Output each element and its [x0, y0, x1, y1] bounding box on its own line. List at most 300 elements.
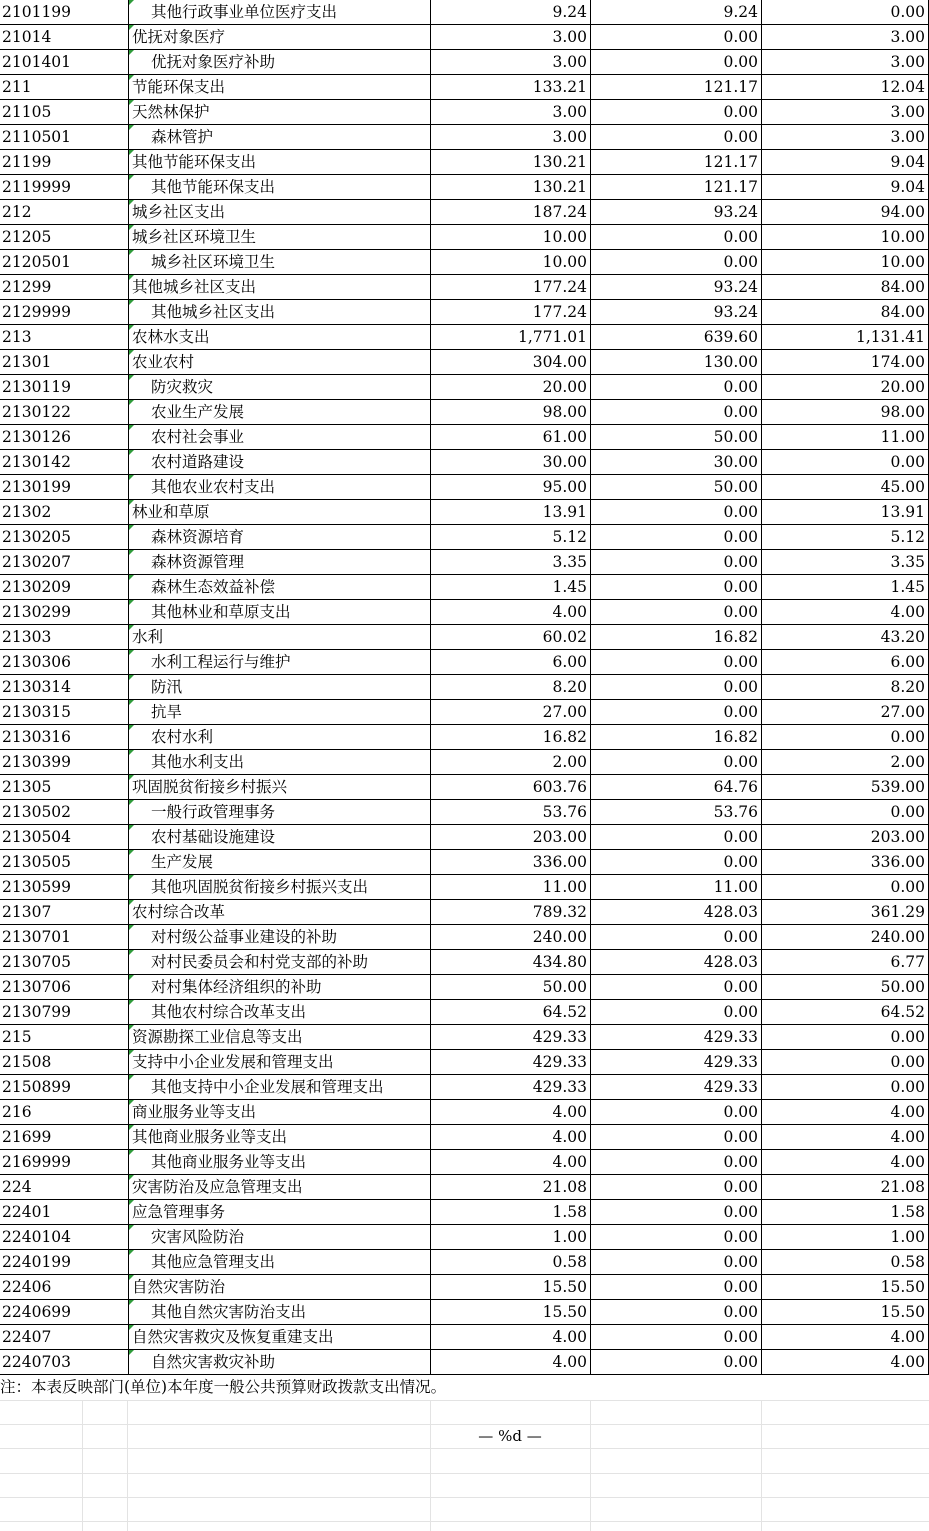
cell-subject-name[interactable]: 抗旱 [128, 700, 430, 724]
cell-subject-name[interactable]: 城乡社区支出 [128, 200, 430, 224]
cell-subject-code[interactable]: 212 [2, 203, 32, 221]
cell-total[interactable]: 130.21 [430, 150, 590, 174]
cell-total[interactable]: 95.00 [430, 475, 590, 499]
cell-subject-code[interactable]: 2120501 [2, 253, 72, 271]
cell-total[interactable]: 603.76 [430, 775, 590, 799]
table-row [0, 625, 929, 650]
table-row [0, 925, 929, 950]
cell-subject-name[interactable]: 森林资源培育 [128, 525, 430, 549]
cell-subject-code[interactable]: 2130705 [2, 953, 72, 971]
cell-subject-code[interactable]: 21205 [2, 228, 52, 246]
cell-subject-code[interactable]: 21105 [2, 103, 52, 121]
cell-total[interactable]: 3.00 [430, 25, 590, 49]
cell-project-expenditure[interactable]: 43.20 [761, 625, 929, 649]
cell-project-expenditure[interactable]: 174.00 [761, 350, 929, 374]
cell-basic-expenditure[interactable]: 0.00 [590, 1275, 761, 1299]
cell-total[interactable]: 98.00 [430, 400, 590, 424]
cell-project-expenditure[interactable]: 3.00 [761, 25, 929, 49]
cell-total[interactable]: 4.00 [430, 1325, 590, 1349]
cell-subject-code[interactable]: 2130399 [2, 753, 72, 771]
cell-subject-code[interactable]: 21302 [2, 503, 52, 521]
cell-total[interactable]: 64.52 [430, 1000, 590, 1024]
cell-project-expenditure[interactable]: 11.00 [761, 425, 929, 449]
cell-subject-name[interactable]: 农村社会事业 [128, 425, 430, 449]
cell-subject-code[interactable]: 21299 [2, 278, 52, 296]
cell-project-expenditure[interactable]: 15.50 [761, 1275, 929, 1299]
cell-total[interactable]: 13.91 [430, 500, 590, 524]
cell-subject-code[interactable]: 2130126 [2, 428, 72, 446]
cell-total[interactable]: 240.00 [430, 925, 590, 949]
cell-subject-code[interactable]: 2130504 [2, 828, 72, 846]
table-row [0, 475, 929, 500]
cell-project-expenditure[interactable]: 1.45 [761, 575, 929, 599]
cell-subject-code[interactable]: 224 [2, 1178, 32, 1196]
cell-project-expenditure[interactable]: 2.00 [761, 750, 929, 774]
cell-total[interactable]: 8.20 [430, 675, 590, 699]
cell-project-expenditure[interactable]: 9.04 [761, 175, 929, 199]
cell-basic-expenditure[interactable]: 0.00 [590, 525, 761, 549]
cell-total[interactable]: 434.80 [430, 950, 590, 974]
cell-project-expenditure[interactable]: 0.00 [761, 1050, 929, 1074]
cell-basic-expenditure[interactable]: 121.17 [590, 175, 761, 199]
cell-subject-name[interactable]: 农业农村 [128, 350, 430, 374]
cell-project-expenditure[interactable]: 0.00 [761, 800, 929, 824]
cell-project-expenditure[interactable]: 21.08 [761, 1175, 929, 1199]
cell-project-expenditure[interactable]: 4.00 [761, 1100, 929, 1124]
cell-basic-expenditure[interactable]: 0.00 [590, 25, 761, 49]
cell-total[interactable]: 3.00 [430, 50, 590, 74]
table-row [0, 1325, 929, 1350]
cell-total[interactable]: 3.35 [430, 550, 590, 574]
cell-subject-name[interactable]: 生产发展 [128, 850, 430, 874]
cell-subject-name[interactable]: 其他林业和草原支出 [128, 600, 430, 624]
cell-project-expenditure[interactable]: 0.00 [761, 725, 929, 749]
cell-subject-code[interactable]: 22401 [2, 1203, 52, 1221]
cell-total[interactable]: 336.00 [430, 850, 590, 874]
cell-project-expenditure[interactable]: 1,131.41 [761, 325, 929, 349]
cell-basic-expenditure[interactable]: 0.00 [590, 1200, 761, 1224]
cell-basic-expenditure[interactable]: 0.00 [590, 225, 761, 249]
cell-subject-code[interactable]: 2130314 [2, 678, 72, 696]
cell-subject-name[interactable]: 森林资源管理 [128, 550, 430, 574]
cell-basic-expenditure[interactable]: 428.03 [590, 900, 761, 924]
cell-project-expenditure[interactable]: 539.00 [761, 775, 929, 799]
cell-basic-expenditure[interactable]: 0.00 [590, 575, 761, 599]
table-row [0, 725, 929, 750]
table-row [0, 1150, 929, 1175]
cell-basic-expenditure[interactable]: 0.00 [590, 1225, 761, 1249]
cell-subject-code[interactable]: 2110501 [2, 128, 72, 146]
cell-subject-code[interactable]: 2130799 [2, 1003, 72, 1021]
cell-subject-code[interactable]: 2130142 [2, 453, 72, 471]
cell-total[interactable]: 133.21 [430, 75, 590, 99]
cell-subject-code[interactable]: 21199 [2, 153, 52, 171]
cell-subject-code[interactable]: 2130706 [2, 978, 72, 996]
cell-subject-name[interactable]: 防汛 [128, 675, 430, 699]
cell-subject-name[interactable]: 水利 [128, 625, 430, 649]
cell-total[interactable]: 1.58 [430, 1200, 590, 1224]
cell-project-expenditure[interactable]: 9.04 [761, 150, 929, 174]
cell-subject-code[interactable]: 2101401 [2, 53, 72, 71]
cell-subject-name[interactable]: 巩固脱贫衔接乡村振兴 [128, 775, 430, 799]
table-row [0, 1225, 929, 1250]
cell-total[interactable]: 61.00 [430, 425, 590, 449]
cell-basic-expenditure[interactable]: 0.00 [590, 1175, 761, 1199]
cell-project-expenditure[interactable]: 336.00 [761, 850, 929, 874]
cell-subject-code[interactable]: 2130209 [2, 578, 72, 596]
cell-basic-expenditure[interactable]: 130.00 [590, 350, 761, 374]
cell-subject-code[interactable]: 2240199 [2, 1253, 72, 1271]
cell-subject-name[interactable]: 灾害防治及应急管理支出 [128, 1175, 430, 1199]
table-row [0, 850, 929, 875]
cell-subject-name[interactable]: 灾害风险防治 [128, 1225, 430, 1249]
cell-basic-expenditure[interactable]: 64.76 [590, 775, 761, 799]
cell-basic-expenditure[interactable]: 0.00 [590, 700, 761, 724]
cell-basic-expenditure[interactable]: 0.00 [590, 1100, 761, 1124]
cell-project-expenditure[interactable]: 1.58 [761, 1200, 929, 1224]
cell-project-expenditure[interactable]: 64.52 [761, 1000, 929, 1024]
cell-basic-expenditure[interactable]: 639.60 [590, 325, 761, 349]
cell-total[interactable]: 4.00 [430, 1100, 590, 1124]
cell-subject-name[interactable]: 防灾救灾 [128, 375, 430, 399]
cell-total[interactable]: 5.12 [430, 525, 590, 549]
table-row [0, 50, 929, 75]
cell-subject-name[interactable]: 农村道路建设 [128, 450, 430, 474]
cell-project-expenditure[interactable]: 4.00 [761, 1125, 929, 1149]
cell-basic-expenditure[interactable]: 53.76 [590, 800, 761, 824]
cell-subject-code[interactable]: 2129999 [2, 303, 72, 321]
cell-project-expenditure[interactable]: 203.00 [761, 825, 929, 849]
cell-subject-code[interactable]: 211 [2, 78, 32, 96]
cell-project-expenditure[interactable]: 5.12 [761, 525, 929, 549]
cell-subject-code[interactable]: 21301 [2, 353, 52, 371]
cell-subject-code[interactable]: 2130119 [2, 378, 72, 396]
cell-total[interactable]: 2.00 [430, 750, 590, 774]
cell-project-expenditure[interactable]: 45.00 [761, 475, 929, 499]
cell-subject-name[interactable]: 天然林保护 [128, 100, 430, 124]
cell-subject-code[interactable]: 21014 [2, 28, 52, 46]
cell-basic-expenditure[interactable]: 429.33 [590, 1025, 761, 1049]
cell-subject-code[interactable]: 2130299 [2, 603, 72, 621]
cell-subject-code[interactable]: 213 [2, 328, 32, 346]
cell-subject-name[interactable]: 一般行政管理事务 [128, 800, 430, 824]
cell-basic-expenditure[interactable]: 0.00 [590, 50, 761, 74]
cell-subject-name[interactable]: 其他应急管理支出 [128, 1250, 430, 1274]
cell-subject-name[interactable]: 其他城乡社区支出 [128, 300, 430, 324]
cell-project-expenditure[interactable]: 6.00 [761, 650, 929, 674]
cell-project-expenditure[interactable]: 20.00 [761, 375, 929, 399]
cell-total[interactable]: 16.82 [430, 725, 590, 749]
cell-total[interactable]: 429.33 [430, 1050, 590, 1074]
cell-project-expenditure[interactable]: 4.00 [761, 1325, 929, 1349]
cell-total[interactable]: 27.00 [430, 700, 590, 724]
cell-basic-expenditure[interactable]: 0.00 [590, 125, 761, 149]
cell-subject-name[interactable]: 优抚对象医疗 [128, 25, 430, 49]
cell-subject-name[interactable]: 农村基础设施建设 [128, 825, 430, 849]
cell-subject-name[interactable]: 其他行政事业单位医疗支出 [128, 0, 430, 24]
table-row [0, 1100, 929, 1125]
cell-subject-name[interactable]: 其他商业服务业等支出 [128, 1150, 430, 1174]
cell-subject-code[interactable]: 2130599 [2, 878, 72, 896]
cell-project-expenditure[interactable]: 84.00 [761, 275, 929, 299]
cell-basic-expenditure[interactable]: 0.00 [590, 925, 761, 949]
cell-basic-expenditure[interactable]: 0.00 [590, 825, 761, 849]
cell-project-expenditure[interactable]: 0.58 [761, 1250, 929, 1274]
cell-subject-code[interactable]: 2130505 [2, 853, 72, 871]
table-row [0, 175, 929, 200]
cell-subject-name[interactable]: 资源勘探工业信息等支出 [128, 1025, 430, 1049]
cell-basic-expenditure[interactable]: 121.17 [590, 150, 761, 174]
cell-total[interactable]: 4.00 [430, 600, 590, 624]
table-row [0, 975, 929, 1000]
cell-project-expenditure[interactable]: 98.00 [761, 400, 929, 424]
cell-project-expenditure[interactable]: 0.00 [761, 1025, 929, 1049]
cell-subject-name[interactable]: 其他农村综合改革支出 [128, 1000, 430, 1024]
cell-project-expenditure[interactable]: 12.04 [761, 75, 929, 99]
cell-project-expenditure[interactable]: 0.00 [761, 1075, 929, 1099]
cell-subject-code[interactable]: 21508 [2, 1053, 52, 1071]
table-row [0, 750, 929, 775]
cell-subject-name[interactable]: 其他农业农村支出 [128, 475, 430, 499]
cell-subject-name[interactable]: 森林管护 [128, 125, 430, 149]
cell-basic-expenditure[interactable]: 0.00 [590, 850, 761, 874]
cell-project-expenditure[interactable]: 8.20 [761, 675, 929, 699]
cell-total[interactable]: 3.00 [430, 100, 590, 124]
cell-basic-expenditure[interactable]: 0.00 [590, 550, 761, 574]
cell-subject-name[interactable]: 对村级公益事业建设的补助 [128, 925, 430, 949]
table-row [0, 1250, 929, 1275]
cell-subject-code[interactable]: 2130316 [2, 728, 72, 746]
cell-total[interactable]: 203.00 [430, 825, 590, 849]
cell-total[interactable]: 6.00 [430, 650, 590, 674]
cell-basic-expenditure[interactable]: 11.00 [590, 875, 761, 899]
cell-total[interactable]: 187.24 [430, 200, 590, 224]
table-row [0, 1000, 929, 1025]
cell-subject-code[interactable]: 2130205 [2, 528, 72, 546]
cell-project-expenditure[interactable]: 3.35 [761, 550, 929, 574]
cell-basic-expenditure[interactable]: 0.00 [590, 750, 761, 774]
cell-subject-code[interactable]: 2119999 [2, 178, 72, 196]
cell-subject-code[interactable]: 21303 [2, 628, 52, 646]
cell-subject-name[interactable]: 其他巩固脱贫衔接乡村振兴支出 [128, 875, 430, 899]
cell-project-expenditure[interactable]: 1.00 [761, 1225, 929, 1249]
cell-subject-code[interactable]: 216 [2, 1103, 32, 1121]
cell-subject-code[interactable]: 2130122 [2, 403, 72, 421]
cell-subject-name[interactable]: 农村水利 [128, 725, 430, 749]
table-row [0, 375, 929, 400]
cell-basic-expenditure[interactable]: 429.33 [590, 1075, 761, 1099]
cell-basic-expenditure[interactable]: 30.00 [590, 450, 761, 474]
cell-subject-name[interactable]: 自然灾害防治 [128, 1275, 430, 1299]
cell-project-expenditure[interactable]: 3.00 [761, 125, 929, 149]
cell-subject-name[interactable]: 森林生态效益补偿 [128, 575, 430, 599]
table-row [0, 1275, 929, 1300]
cell-basic-expenditure[interactable]: 93.24 [590, 275, 761, 299]
cell-subject-name[interactable]: 对村民委员会和村党支部的补助 [128, 950, 430, 974]
cell-subject-code[interactable]: 21307 [2, 903, 52, 921]
cell-subject-name[interactable]: 农业生产发展 [128, 400, 430, 424]
cell-subject-code[interactable]: 21305 [2, 778, 52, 796]
cell-subject-code[interactable]: 21699 [2, 1128, 52, 1146]
cell-total[interactable]: 60.02 [430, 625, 590, 649]
cell-subject-name[interactable]: 其他节能环保支出 [128, 150, 430, 174]
table-row [0, 0, 929, 25]
cell-subject-name[interactable]: 优抚对象医疗补助 [128, 50, 430, 74]
cell-subject-code[interactable]: 2130502 [2, 803, 72, 821]
cell-basic-expenditure[interactable]: 0.00 [590, 1300, 761, 1324]
cell-subject-name[interactable]: 其他商业服务业等支出 [128, 1125, 430, 1149]
table-row [0, 100, 929, 125]
cell-basic-expenditure[interactable]: 0.00 [590, 1250, 761, 1274]
cell-total[interactable]: 1,771.01 [430, 325, 590, 349]
cell-subject-code[interactable]: 2130199 [2, 478, 72, 496]
cell-basic-expenditure[interactable]: 93.24 [590, 300, 761, 324]
cell-basic-expenditure[interactable]: 0.00 [590, 650, 761, 674]
cell-basic-expenditure[interactable]: 50.00 [590, 475, 761, 499]
cell-subject-name[interactable]: 其他支持中小企业发展和管理支出 [128, 1075, 430, 1099]
cell-basic-expenditure[interactable]: 0.00 [590, 400, 761, 424]
cell-total[interactable]: 15.50 [430, 1275, 590, 1299]
page-number-footer: — %d — [478, 1427, 542, 1445]
cell-total[interactable]: 3.00 [430, 125, 590, 149]
cell-total[interactable]: 10.00 [430, 225, 590, 249]
cell-project-expenditure[interactable]: 84.00 [761, 300, 929, 324]
cell-project-expenditure[interactable]: 3.00 [761, 50, 929, 74]
cell-project-expenditure[interactable]: 0.00 [761, 0, 929, 24]
cell-basic-expenditure[interactable]: 16.82 [590, 625, 761, 649]
cell-basic-expenditure[interactable]: 50.00 [590, 425, 761, 449]
cell-subject-code[interactable]: 22407 [2, 1328, 52, 1346]
table-row [0, 1125, 929, 1150]
cell-basic-expenditure[interactable]: 0.00 [590, 1150, 761, 1174]
cell-subject-name[interactable]: 水利工程运行与维护 [128, 650, 430, 674]
cell-total[interactable]: 1.45 [430, 575, 590, 599]
cell-subject-name[interactable]: 支持中小企业发展和管理支出 [128, 1050, 430, 1074]
cell-subject-code[interactable]: 2150899 [2, 1078, 72, 1096]
cell-total[interactable]: 429.33 [430, 1075, 590, 1099]
cell-subject-name[interactable]: 商业服务业等支出 [128, 1100, 430, 1124]
cell-subject-name[interactable]: 自然灾害救灾补助 [128, 1350, 430, 1374]
cell-subject-name[interactable]: 其他节能环保支出 [128, 175, 430, 199]
cell-basic-expenditure[interactable]: 0.00 [590, 100, 761, 124]
cell-total[interactable]: 11.00 [430, 875, 590, 899]
cell-subject-name[interactable]: 林业和草原 [128, 500, 430, 524]
cell-basic-expenditure[interactable]: 93.24 [590, 200, 761, 224]
cell-basic-expenditure[interactable]: 16.82 [590, 725, 761, 749]
cell-basic-expenditure[interactable]: 9.24 [590, 0, 761, 24]
cell-total[interactable]: 30.00 [430, 450, 590, 474]
cell-subject-name[interactable]: 节能环保支出 [128, 75, 430, 99]
cell-project-expenditure[interactable]: 4.00 [761, 600, 929, 624]
cell-total[interactable]: 21.08 [430, 1175, 590, 1199]
cell-basic-expenditure[interactable]: 0.00 [590, 675, 761, 699]
cell-subject-code[interactable]: 2240703 [2, 1353, 72, 1371]
cell-project-expenditure[interactable]: 50.00 [761, 975, 929, 999]
cell-basic-expenditure[interactable]: 428.03 [590, 950, 761, 974]
cell-subject-name[interactable]: 其他水利支出 [128, 750, 430, 774]
cell-project-expenditure[interactable]: 6.77 [761, 950, 929, 974]
cell-total[interactable]: 429.33 [430, 1025, 590, 1049]
cell-basic-expenditure[interactable]: 0.00 [590, 975, 761, 999]
cell-subject-code[interactable]: 2169999 [2, 1153, 72, 1171]
cell-project-expenditure[interactable]: 0.00 [761, 875, 929, 899]
cell-subject-code[interactable]: 22406 [2, 1278, 52, 1296]
cell-project-expenditure[interactable]: 3.00 [761, 100, 929, 124]
cell-total[interactable]: 304.00 [430, 350, 590, 374]
cell-basic-expenditure[interactable]: 0.00 [590, 600, 761, 624]
cell-project-expenditure[interactable]: 361.29 [761, 900, 929, 924]
cell-project-expenditure[interactable]: 240.00 [761, 925, 929, 949]
cell-total[interactable]: 10.00 [430, 250, 590, 274]
cell-project-expenditure[interactable]: 15.50 [761, 1300, 929, 1324]
cell-total[interactable]: 20.00 [430, 375, 590, 399]
table-row [0, 775, 929, 800]
cell-subject-name[interactable]: 农林水支出 [128, 325, 430, 349]
cell-total[interactable]: 0.58 [430, 1250, 590, 1274]
table-row [0, 300, 929, 325]
cell-subject-name[interactable]: 城乡社区环境卫生 [128, 250, 430, 274]
cell-basic-expenditure[interactable]: 0.00 [590, 250, 761, 274]
cell-subject-code[interactable]: 2130306 [2, 653, 72, 671]
cell-basic-expenditure[interactable]: 0.00 [590, 1000, 761, 1024]
cell-total[interactable]: 1.00 [430, 1225, 590, 1249]
cell-total[interactable]: 50.00 [430, 975, 590, 999]
cell-project-expenditure[interactable]: 94.00 [761, 200, 929, 224]
cell-basic-expenditure[interactable]: 0.00 [590, 1125, 761, 1149]
cell-basic-expenditure[interactable]: 0.00 [590, 1350, 761, 1374]
cell-basic-expenditure[interactable]: 121.17 [590, 75, 761, 99]
cell-basic-expenditure[interactable]: 0.00 [590, 375, 761, 399]
cell-total[interactable]: 177.24 [430, 300, 590, 324]
cell-project-expenditure[interactable]: 10.00 [761, 250, 929, 274]
cell-total[interactable]: 4.00 [430, 1125, 590, 1149]
cell-subject-name[interactable]: 应急管理事务 [128, 1200, 430, 1224]
cell-subject-name[interactable]: 自然灾害救灾及恢复重建支出 [128, 1325, 430, 1349]
cell-subject-name[interactable]: 其他城乡社区支出 [128, 275, 430, 299]
cell-project-expenditure[interactable]: 0.00 [761, 450, 929, 474]
cell-total[interactable]: 177.24 [430, 275, 590, 299]
cell-subject-name[interactable]: 城乡社区环境卫生 [128, 225, 430, 249]
cell-subject-code[interactable]: 2130315 [2, 703, 72, 721]
table-row [0, 325, 929, 350]
cell-subject-name[interactable]: 其他自然灾害防治支出 [128, 1300, 430, 1324]
cell-total[interactable]: 789.32 [430, 900, 590, 924]
table-row [0, 800, 929, 825]
cell-total[interactable]: 4.00 [430, 1350, 590, 1374]
cell-project-expenditure[interactable]: 13.91 [761, 500, 929, 524]
cell-subject-code[interactable]: 2130207 [2, 553, 72, 571]
cell-subject-code[interactable]: 2240104 [2, 1228, 72, 1246]
cell-basic-expenditure[interactable]: 0.00 [590, 1325, 761, 1349]
cell-basic-expenditure[interactable]: 429.33 [590, 1050, 761, 1074]
cell-project-expenditure[interactable]: 10.00 [761, 225, 929, 249]
cell-total[interactable]: 53.76 [430, 800, 590, 824]
cell-basic-expenditure[interactable]: 0.00 [590, 500, 761, 524]
cell-subject-code[interactable]: 215 [2, 1028, 32, 1046]
cell-project-expenditure[interactable]: 27.00 [761, 700, 929, 724]
cell-total[interactable]: 130.21 [430, 175, 590, 199]
cell-total[interactable]: 15.50 [430, 1300, 590, 1324]
cell-total[interactable]: 9.24 [430, 0, 590, 24]
cell-subject-code[interactable]: 2240699 [2, 1303, 72, 1321]
cell-total[interactable]: 4.00 [430, 1150, 590, 1174]
cell-project-expenditure[interactable]: 4.00 [761, 1150, 929, 1174]
cell-subject-name[interactable]: 对村集体经济组织的补助 [128, 975, 430, 999]
cell-project-expenditure[interactable]: 4.00 [761, 1350, 929, 1374]
cell-subject-name[interactable]: 农村综合改革 [128, 900, 430, 924]
cell-subject-code[interactable]: 2130701 [2, 928, 72, 946]
cell-subject-code[interactable]: 2101199 [2, 3, 72, 21]
